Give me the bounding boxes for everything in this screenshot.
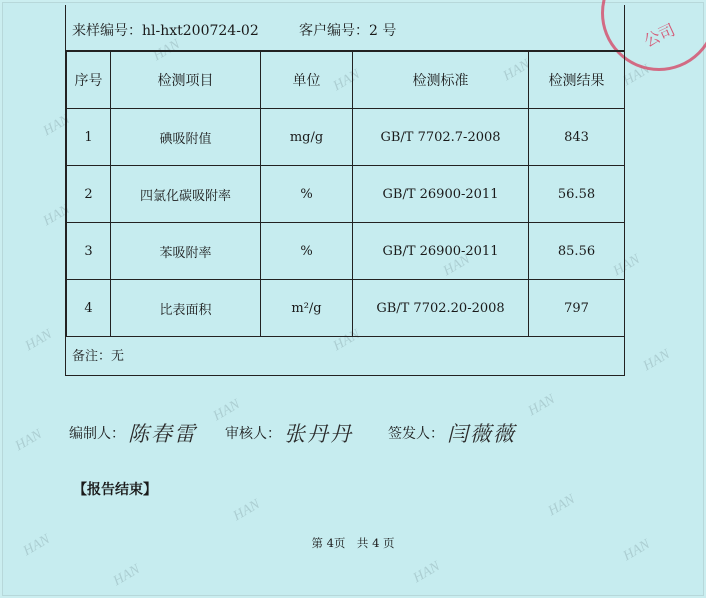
page-number: 第 4页 共 4 页 [311, 536, 395, 550]
test-result: 85.56 [529, 223, 625, 280]
test-item: 苯吸附率 [111, 223, 261, 280]
watermark: HAN [500, 57, 533, 85]
watermark: HAN [620, 537, 653, 565]
watermark: HAN [545, 492, 578, 520]
test-standard: GB/T 7702.20-2008 [353, 280, 529, 337]
watermark: HAN [525, 392, 558, 420]
test-standard: GB/T 26900-2011 [353, 223, 529, 280]
watermark: HAN [210, 397, 243, 425]
test-item: 四氯化碳吸附率 [111, 166, 261, 223]
report-header [66, 5, 624, 51]
report-table-frame [65, 5, 625, 376]
test-result: 843 [529, 109, 625, 166]
watermark: HAN [150, 37, 183, 65]
watermark: HAN [410, 559, 443, 587]
watermark: HAN [110, 562, 143, 590]
watermark: HAN [440, 252, 473, 280]
row-number: 1 [67, 109, 111, 166]
column-header: 检测项目 [111, 52, 261, 109]
watermark: HAN [12, 427, 45, 455]
reviewer-signature [225, 418, 353, 448]
watermark: HAN [330, 67, 363, 95]
column-header: 序号 [67, 52, 111, 109]
watermark: HAN [620, 62, 653, 90]
column-header: 检测结果 [529, 52, 625, 109]
row-number: 3 [67, 223, 111, 280]
report-page [2, 2, 704, 596]
compiler-label: 编制人： [69, 426, 125, 442]
watermark: HAN [330, 327, 363, 355]
table-header-row [67, 52, 625, 109]
test-result: 56.58 [529, 166, 625, 223]
results-table [66, 51, 625, 337]
seal-text: 公司 [640, 20, 678, 51]
column-header: 单位 [261, 52, 353, 109]
issuer-label: 签发人： [388, 426, 444, 442]
unit: % [261, 223, 353, 280]
watermark: HAN [610, 252, 643, 280]
sample-number [72, 20, 259, 40]
watermark: HAN [40, 112, 73, 140]
remarks: 备注：无 [72, 349, 125, 364]
sample-number-label: 来样编号： [72, 23, 142, 39]
watermark: HAN [40, 202, 73, 230]
watermark: HAN [230, 497, 263, 525]
test-standard: GB/T 26900-2011 [353, 166, 529, 223]
sample-number-value: hl-hxt200724-02 [142, 23, 259, 39]
watermark: HAN [20, 532, 53, 560]
table-row [67, 166, 625, 223]
table-row [67, 109, 625, 166]
test-result: 797 [529, 280, 625, 337]
table-row [67, 223, 625, 280]
reviewer-label: 审核人： [225, 426, 281, 442]
unit: % [261, 166, 353, 223]
issuer-signature [388, 418, 516, 448]
client-number-label: 客户编号： [299, 23, 369, 39]
watermark: HAN [22, 327, 55, 355]
compiler-signature [69, 418, 197, 448]
test-item: 比表面积 [111, 280, 261, 337]
client-number [299, 20, 396, 40]
unit: mg/g [261, 109, 353, 166]
column-header: 检测标准 [353, 52, 529, 109]
row-number: 2 [67, 166, 111, 223]
unit: m²/g [261, 280, 353, 337]
test-standard: GB/T 7702.7-2008 [353, 109, 529, 166]
report-end-marker: 【报告结束】 [73, 482, 157, 498]
reviewer-handwritten-name: 张丹丹 [284, 422, 353, 446]
compiler-handwritten-name: 陈春雷 [128, 422, 197, 446]
table-row [67, 280, 625, 337]
test-item: 碘吸附值 [111, 109, 261, 166]
client-number-value: 2 号 [369, 23, 397, 39]
watermark: HAN [640, 347, 673, 375]
row-number: 4 [67, 280, 111, 337]
issuer-handwritten-name: 闫薇薇 [447, 422, 516, 446]
